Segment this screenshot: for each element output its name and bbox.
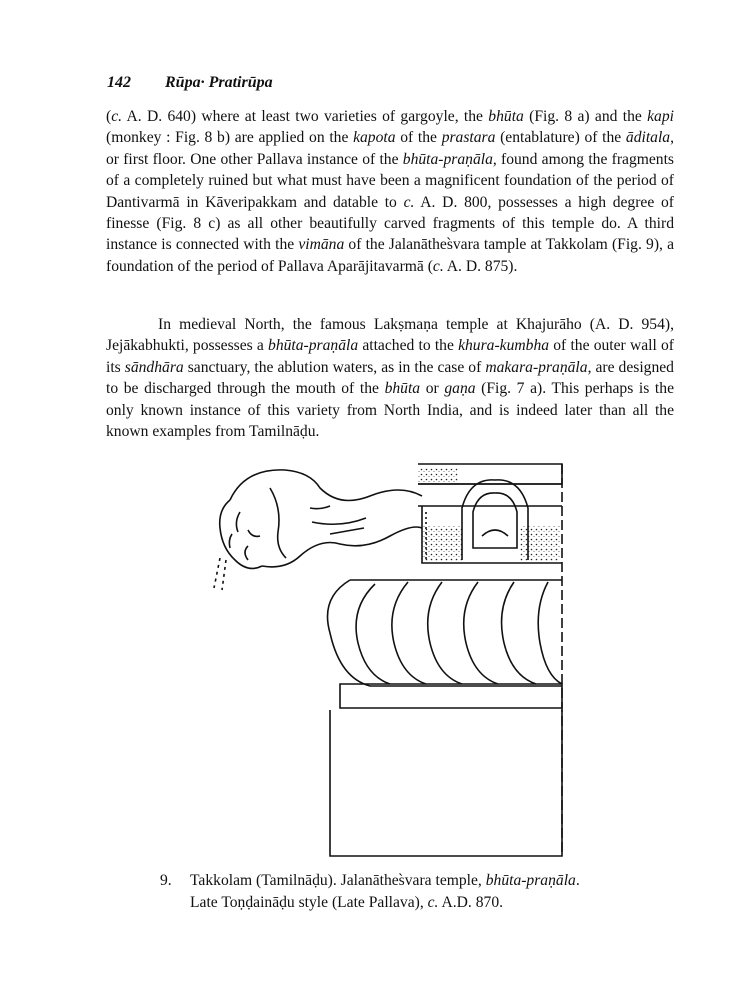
caption-number: 9. [160, 872, 172, 889]
running-header [107, 74, 273, 92]
page-number: 142 [107, 74, 131, 91]
paragraph-2: In medieval North, the famous Lakṣmaṇa temple at Khajurāho (A. D. 954), Jejākabhukti, possesses a bhūta-praṇāla attached to the khura-kumbha of the outer wall of its sāndhāra sanctuary, the ablution waters, as in the case of makara-praṇāla, are designed to be discharged through the mouth of the bhūta or gaṇa (Fig. 7 a). This perhaps is the only known instance of this variety from North India, and is indeed later than all the known examples from Tamilnāḍu. [106, 316, 674, 441]
paragraph-1: (c. A. D. 640) where at least two varieties of gargoyle, the bhūta (Fig. 8 a) and the kapi (monkey : Fig. 8 b) are applied on the kapota of the prastara (entablature) of the āditala, or first floor. One other Pallava instance of the bhūta-praṇāla, found among the fragments of a completely ruined but what must have been a magnificent foundation of the period of Dantivarmā in Kāveripakkam and datable to c. A. D. 800, possesses a high degree of finesse (Fig. 8 c) as all other beautifully carved fragments of this temple do. A third instance is connected with the vimāna of the Jalanāthes̀vara tample at Takkolam (Fig. 9), a foundation of the period of Pallava Aparājitavarmā (c. A. D. 875). [106, 108, 675, 275]
figure-caption [160, 870, 600, 914]
figure-9-drawing [190, 448, 570, 868]
running-title: Rūpa· Pratirūpa [165, 74, 273, 91]
caption-text: Takkolam (Tamilnāḍu). Jalanāthes̀vara temple, bhūta-praṇāla. Late Toṇḍaināḍu style (Late Pallava), c. A.D. 870. [190, 872, 580, 911]
